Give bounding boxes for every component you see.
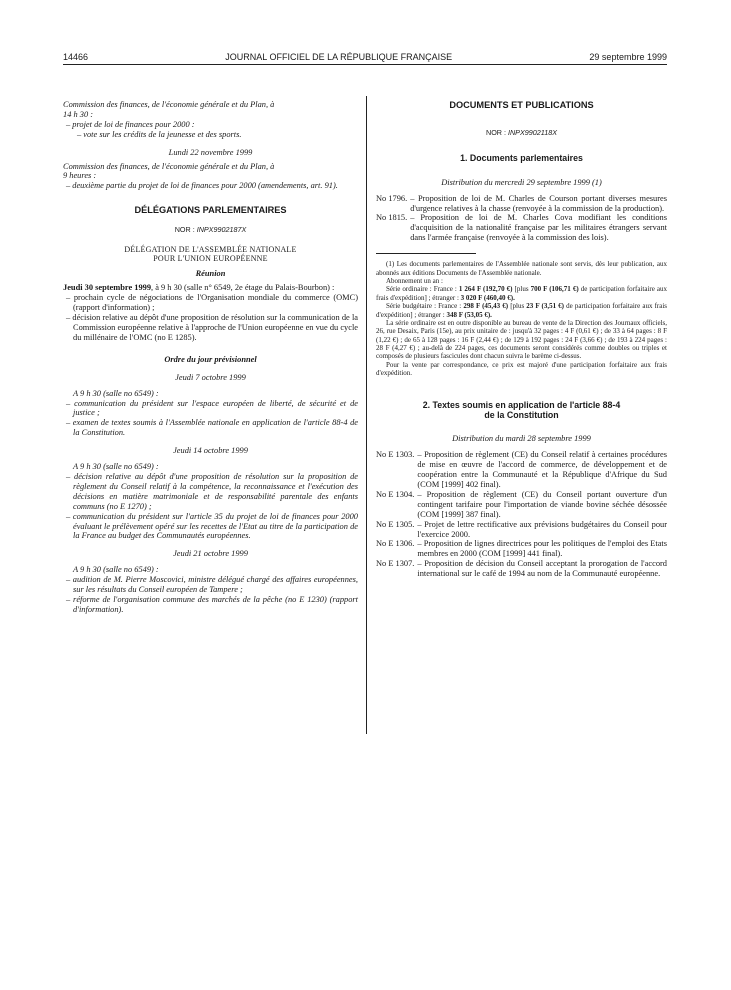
agenda-item: – projet de loi de finances pour 2000 :	[66, 119, 195, 129]
price: 700 F (106,71 €)	[530, 285, 579, 294]
nor-reference	[63, 226, 358, 234]
agenda-item: – audition de M. Pierre Moscovici, ministre délégué chargé des affaires européennes, sur les résultats du Conseil européen de Tampere ;	[66, 575, 358, 595]
price: 23 F (3,51 €)	[526, 302, 565, 311]
price: 1 264 F (192,70 €)	[458, 285, 513, 294]
date-heading: Jeudi 7 octobre 1999	[175, 372, 246, 382]
section-title: DÉLÉGATIONS PARLEMENTAIRES	[134, 205, 287, 216]
intro-line: Commission des finances, de l'économie générale et du Plan, à	[63, 100, 275, 109]
section-title: DOCUMENTS ET PUBLICATIONS	[449, 100, 594, 110]
footnote-paragraph	[376, 302, 667, 319]
text-number: No E 1303.	[376, 450, 415, 460]
agenda-item: – décision relative au dépôt d'une proposition de résolution sur la proposition de règlement du Conseil relatif à la compétence, la reconnaissance et l'exécution des décisions en matière matrimoniale et de responsabilité parentale des enfants communs (no E 1270) ;	[66, 471, 358, 511]
document-item	[376, 213, 667, 243]
text-item	[376, 450, 667, 490]
subsection-title-line: 2. Textes soumis en application de l'article 88-4	[422, 399, 621, 410]
agenda-item: – décision relative au dépôt d'une proposition de résolution sur la communication de la Commission européenne relative à l'approche de l'Union européenne en vue du cycle du millénaire de l'OMC (no E 1285).	[66, 313, 358, 342]
document-number: No 1796.	[376, 193, 408, 203]
agenda-item: – prochain cycle de négociations de l'Organisation mondiale du commerce (OMC) (rapport d'information) ;	[66, 293, 358, 313]
distribution-line: Distribution du mardi 28 septembre 1999	[452, 434, 591, 444]
delegation-name	[63, 245, 358, 264]
text-number: No E 1304.	[376, 489, 415, 499]
texts-list	[376, 450, 667, 579]
text-description: – Proposition de lignes directrices pour les politiques de l'emploi des Etats membres en 2000 (COM [1999] 441 final).	[417, 539, 667, 559]
meeting-intro	[63, 283, 358, 293]
text-item	[376, 490, 667, 520]
column-divider	[366, 96, 367, 734]
subsection-title	[376, 400, 667, 421]
text-number: No E 1307.	[376, 559, 415, 569]
agenda-item: – communication du président sur l'espace européen de liberté, de sécurité et de justice ;	[66, 398, 358, 418]
intro-line: Commission des finances, de l'économie générale et du Plan, à	[63, 161, 275, 171]
delegation-name-line: POUR L'UNION EUROPÉENNE	[153, 254, 268, 264]
journal-title: JOURNAL OFFICIEL DE LA RÉPUBLIQUE FRANÇAISE	[225, 52, 453, 62]
issue-date: 29 septembre 1999	[589, 52, 667, 62]
date-heading: Jeudi 14 octobre 1999	[173, 446, 248, 456]
nor-code: INPX9902118X	[507, 127, 557, 137]
footnote-text: [plus	[512, 285, 531, 294]
nor-reference	[376, 129, 667, 137]
footnote-paragraph: Pour la vente par correspondance, ce prix est majoré d'une participation forfaitaire aux frais d'expédition.	[376, 360, 667, 378]
intro-line: 9 heures :	[63, 171, 97, 181]
commission-intro	[63, 100, 358, 120]
meeting-details: , à 9 h 30 (salle n° 6549, 2e étage du Palais-Bourbon) :	[151, 283, 335, 293]
documents-list	[376, 194, 667, 244]
agenda-item: – deuxième partie du projet de loi de finances pour 2000 (amendements, art. 91).	[66, 181, 338, 191]
document-number: No 1815.	[376, 213, 408, 223]
time-line: A 9 h 30 (salle no 6549) :	[73, 565, 159, 575]
footnote-text: Série budgétaire : France :	[386, 302, 464, 311]
header-rule	[63, 64, 667, 65]
date-heading: Jeudi 21 octobre 1999	[173, 549, 248, 559]
subsection-title-line: de la Constitution	[484, 410, 559, 420]
text-description: – Projet de lettre rectificative aux prévisions budgétaires du Conseil pour l'exercice 2000.	[417, 519, 667, 539]
price: 3 020 F (460,40 €).	[460, 293, 515, 302]
nor-label: NOR :	[174, 225, 197, 235]
text-description: – Proposition de règlement (CE) du Conseil relatif à certaines procédures de mise en œuvre de l'accord de commerce, de développement et de coopération entre la Communauté et la République d'Afrique du Sud (COM [1999] 402 final).	[417, 450, 667, 489]
agenda-item: – examen de textes soumis à l'Assemblée nationale en application de l'article 88-4 de la Constitution.	[66, 418, 358, 438]
footnote-paragraph: (1) Les documents parlementaires de l'Assemblée nationale sont servis, dès leur publication, aux abonnés aux éditions Documents de l'Assemblée nationale.	[376, 260, 667, 277]
time-line: A 9 h 30 (salle no 6549) :	[73, 462, 159, 472]
agenda-item: – vote sur les crédits de la jeunesse et des sports.	[77, 129, 242, 139]
meeting-date: Jeudi 30 septembre 1999	[63, 283, 152, 293]
left-column	[63, 100, 358, 615]
page-number: 14466	[63, 52, 89, 62]
document-text: – Proposition de loi de M. Charles Cova modifiant les conditions d'acquisition de la nationalité française par les militaires étrangers servant dans l'armée française (renvoyée à la commission des lois).	[410, 213, 667, 243]
document-text: – Proposition de loi de M. Charles de Courson portant diverses mesures d'urgence relatives à la chasse (renvoyée à la commission de la production).	[410, 193, 667, 213]
delegation-name-line: DÉLÉGATION DE L'ASSEMBLÉE NATIONALE	[124, 244, 297, 254]
footnote-text: Série ordinaire : France :	[386, 285, 459, 294]
right-column	[376, 100, 667, 579]
text-number: No E 1306.	[376, 539, 415, 549]
time-line: A 9 h 30 (salle no 6549) :	[73, 388, 159, 398]
intro-line: 14 h 30 :	[63, 109, 94, 119]
text-description: – Proposition de règlement (CE) du Conseil portant ouverture d'un contingent tarifaire pour l'importation de viande bovine séchée désossée (COM [1999] 387 final).	[417, 489, 667, 519]
date-heading: Lundi 22 novembre 1999	[168, 147, 253, 157]
footnote	[376, 253, 667, 377]
nor-code: INPX9902187X	[196, 225, 247, 235]
footnote-text: de participation forfaitaire aux frais d'expédition] ; étranger :	[376, 302, 668, 319]
document-item	[376, 194, 667, 214]
subsection-title: 1. Documents parlementaires	[460, 153, 583, 164]
page-header	[63, 52, 667, 62]
text-item	[376, 539, 667, 559]
commission-intro	[63, 162, 358, 182]
text-item	[376, 520, 667, 540]
reunion-heading: Réunion	[195, 269, 226, 279]
footnote-paragraph	[376, 285, 667, 302]
footnote-rule	[376, 253, 476, 254]
text-item	[376, 559, 667, 579]
footnote-text: [plus	[508, 302, 527, 311]
distribution-line: Distribution du mercredi 29 septembre 1999 (1)	[441, 177, 602, 187]
nor-label: NOR :	[486, 127, 508, 137]
footnote-text: de participation forfaitaire aux frais d'expédition] ; étranger :	[376, 285, 667, 302]
agenda-item: – réforme de l'organisation commune des marchés de la pêche (no E 1230) (rapport d'information).	[66, 594, 358, 614]
price: 348 F (53,05 €).	[446, 310, 492, 319]
footnote-paragraph: La série ordinaire est en outre disponible au bureau de vente de la Direction des Journaux officiels, 26, rue Desaix, Paris (15e), au prix unitaire de : jusqu'à 32 pages : 4 F (0,61 €) ; de 33 à 64 pages : 8 F (1,22 €) ; de 65 à 128 pages : 16 F (2,44 €) ; de 129 à 192 pages : 24 F (3,66 €) ; de 193 à 224 pages : 28 F (4,27 €) ; au-delà de 224 pages, ces documents seront considérés comme doubles ou triples et composés de plusieurs fascicules dont chacun suivra le barème ci-dessus.	[376, 318, 667, 361]
text-number: No E 1305.	[376, 519, 415, 529]
agenda-title: Ordre du jour prévisionnel	[164, 354, 257, 364]
agenda-item: – communication du président sur l'article 35 du projet de loi de finances pour 2000 évaluant le prélèvement opéré sur les recettes de l'Etat au titre de la participation de la France au budget des Communautés européennes.	[66, 511, 358, 541]
price: 298 F (45,43 €)	[463, 302, 509, 311]
text-description: – Proposition de décision du Conseil acceptant la prorogation de l'accord international sur le café de 1994 au nom de la Communauté européenne.	[417, 559, 667, 579]
footnote-paragraph: Abonnement un an :	[386, 276, 443, 285]
